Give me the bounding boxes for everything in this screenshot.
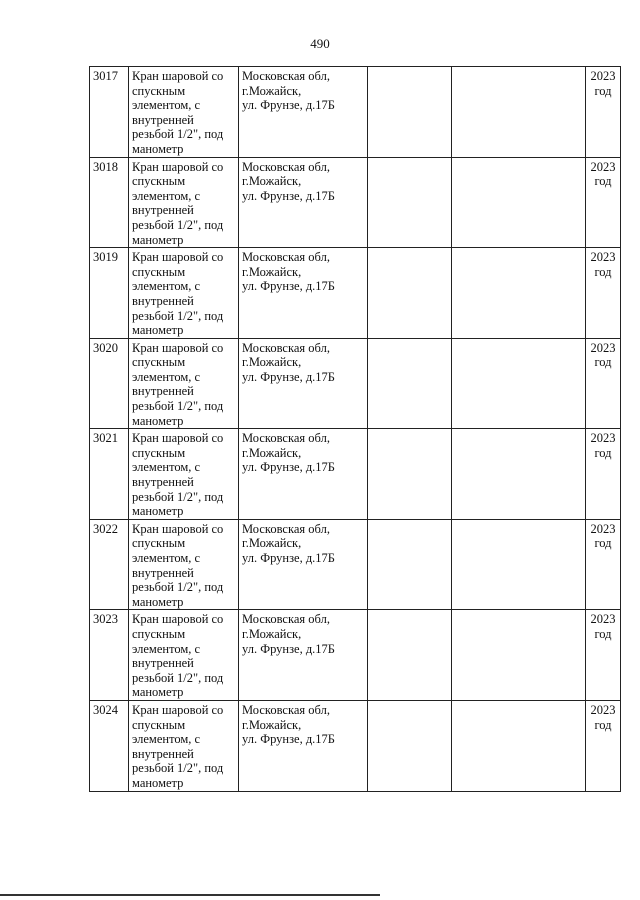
item-name-line: спускным [132, 83, 186, 98]
item-name-cell [129, 248, 239, 339]
table-row [90, 248, 621, 339]
item-name-line: спускным [132, 626, 186, 641]
item-address-line: ул. Фрунзе, д.17Б [242, 551, 335, 565]
item-address-line: г.Можайск, [242, 355, 302, 370]
item-address-line: г.Можайск, [242, 445, 302, 460]
item-name-cell [129, 519, 239, 610]
item-address-cell [239, 338, 368, 429]
empty-cell [368, 248, 452, 339]
empty-cell [368, 519, 452, 610]
item-number: 3018 [93, 159, 118, 174]
item-number-cell [90, 700, 129, 791]
empty-cell [368, 157, 452, 248]
item-name-line: внутренней [132, 746, 194, 761]
empty-cell [368, 429, 452, 520]
item-address-line: г.Можайск, [242, 264, 302, 279]
item-year-line: 2023 [590, 431, 616, 446]
item-year-line: 2023 [590, 250, 616, 265]
item-name-line: Кран шаровой со [132, 159, 224, 174]
item-year-line: 2023 [590, 521, 616, 536]
empty-cell [452, 700, 586, 791]
item-name-line: манометр [132, 141, 184, 156]
item-address-line: Московская обл, [242, 431, 330, 446]
item-address-cell [239, 157, 368, 248]
item-address-line: Московская обл, [242, 521, 330, 536]
item-name-line: Кран шаровой со [132, 250, 224, 265]
item-year-line: год [594, 264, 612, 279]
item-name-line: элементом, с [132, 369, 201, 384]
item-name-cell [129, 610, 239, 701]
table-row [90, 429, 621, 520]
item-number-cell [90, 67, 129, 158]
item-year-cell [586, 610, 621, 701]
item-address-cell [239, 519, 368, 610]
item-address-line: г.Можайск, [242, 717, 302, 732]
item-address-line: г.Можайск, [242, 536, 302, 551]
item-year-line: год [594, 717, 612, 732]
item-address-cell [239, 248, 368, 339]
item-name-line: Кран шаровой со [132, 431, 224, 446]
item-address-line: Московская обл, [242, 69, 330, 83]
item-name-line: резьбой 1/2", под [132, 761, 224, 776]
item-name-line: манометр [132, 323, 184, 338]
item-number: 3022 [93, 521, 118, 536]
table-row [90, 519, 621, 610]
item-name-line: внутренней [132, 475, 194, 490]
item-year-cell [586, 700, 621, 791]
item-name-line: элементом, с [132, 188, 201, 203]
item-name-line: резьбой 1/2", под [132, 399, 224, 414]
item-name-line: элементом, с [132, 641, 201, 656]
empty-cell [452, 67, 586, 158]
item-name-line: элементом, с [132, 98, 201, 113]
item-number-cell [90, 248, 129, 339]
item-address-line: Московская обл, [242, 702, 330, 717]
item-name-line: спускным [132, 536, 186, 551]
item-number-cell [90, 610, 129, 701]
item-name-line: спускным [132, 445, 186, 460]
item-address-cell [239, 429, 368, 520]
item-address-cell [239, 67, 368, 158]
page-number: 490 [310, 36, 330, 51]
item-name-line: Кран шаровой со [132, 340, 224, 355]
item-address-line: ул. Фрунзе, д.17Б [242, 98, 335, 113]
item-name-line: элементом, с [132, 279, 201, 294]
item-year-line: 2023 [590, 69, 616, 83]
item-name-line: Кран шаровой со [132, 521, 224, 536]
item-name-line: спускным [132, 264, 186, 279]
empty-cell [368, 67, 452, 158]
item-name-cell [129, 338, 239, 429]
item-name-line: манометр [132, 504, 184, 519]
item-address-line: г.Можайск, [242, 174, 302, 189]
item-number-cell [90, 157, 129, 248]
item-name-line: элементом, с [132, 732, 201, 747]
item-number: 3024 [93, 702, 118, 717]
item-year-line: год [594, 626, 612, 641]
item-name-line: резьбой 1/2", под [132, 580, 224, 595]
item-year-line: 2023 [590, 612, 616, 627]
item-name-line: манометр [132, 685, 184, 700]
empty-cell [452, 338, 586, 429]
item-name-line: спускным [132, 355, 186, 370]
item-name-line: внутренней [132, 203, 194, 218]
item-name-line: манометр [132, 594, 184, 609]
item-year-cell [586, 338, 621, 429]
item-address-line: ул. Фрунзе, д.17Б [242, 369, 335, 384]
item-name-line: спускным [132, 717, 186, 732]
registry-table-body [90, 67, 621, 792]
item-year-line: год [594, 536, 612, 551]
item-name-line: элементом, с [132, 460, 201, 475]
item-year-line: год [594, 355, 612, 370]
item-address-line: г.Можайск, [242, 83, 302, 98]
item-number: 3020 [93, 340, 118, 355]
table-row [90, 157, 621, 248]
empty-cell [368, 338, 452, 429]
item-address-line: г.Можайск, [242, 626, 302, 641]
item-year-line: 2023 [590, 340, 616, 355]
item-name-line: элементом, с [132, 551, 201, 565]
item-address-line: Московская обл, [242, 250, 330, 265]
item-name-cell [129, 157, 239, 248]
item-name-line: внутренней [132, 384, 194, 399]
item-number-cell [90, 519, 129, 610]
item-address-line: Московская обл, [242, 612, 330, 627]
empty-cell [452, 610, 586, 701]
item-number-cell [90, 429, 129, 520]
item-number-cell [90, 338, 129, 429]
item-year-cell [586, 519, 621, 610]
table-row [90, 67, 621, 158]
item-address-line: ул. Фрунзе, д.17Б [242, 732, 335, 747]
item-name-line: резьбой 1/2", под [132, 127, 224, 142]
item-name-line: внутренней [132, 112, 194, 127]
item-name-cell [129, 67, 239, 158]
item-address-cell [239, 610, 368, 701]
item-address-line: Московская обл, [242, 159, 330, 174]
empty-cell [452, 429, 586, 520]
item-name-line: резьбой 1/2", под [132, 489, 224, 504]
empty-cell [452, 519, 586, 610]
item-year-line: год [594, 83, 612, 98]
empty-cell [368, 700, 452, 791]
item-name-line: манометр [132, 775, 184, 790]
item-name-line: внутренней [132, 565, 194, 580]
item-address-line: ул. Фрунзе, д.17Б [242, 188, 335, 203]
item-year-cell [586, 67, 621, 158]
item-name-cell [129, 429, 239, 520]
item-year-line: 2023 [590, 702, 616, 717]
item-name-line: манометр [132, 413, 184, 428]
item-address-line: ул. Фрунзе, д.17Б [242, 460, 335, 475]
item-year-line: год [594, 174, 612, 189]
item-name-line: Кран шаровой со [132, 702, 224, 717]
empty-cell [452, 157, 586, 248]
item-year-cell [586, 248, 621, 339]
empty-cell [452, 248, 586, 339]
item-address-line: ул. Фрунзе, д.17Б [242, 279, 335, 294]
item-year-cell [586, 157, 621, 248]
empty-cell [368, 610, 452, 701]
item-number: 3023 [93, 612, 118, 627]
item-name-line: спускным [132, 174, 186, 189]
item-year-line: год [594, 445, 612, 460]
table-row [90, 338, 621, 429]
item-name-line: резьбой 1/2", под [132, 217, 224, 232]
table-row [90, 700, 621, 791]
item-number: 3017 [93, 69, 118, 83]
item-name-line: Кран шаровой со [132, 69, 224, 83]
item-address-cell [239, 700, 368, 791]
registry-table [89, 66, 621, 792]
item-address-line: ул. Фрунзе, д.17Б [242, 641, 335, 656]
item-name-line: резьбой 1/2", под [132, 308, 224, 323]
item-year-line: 2023 [590, 159, 616, 174]
item-number: 3021 [93, 431, 118, 446]
item-name-line: внутренней [132, 293, 194, 308]
item-year-cell [586, 429, 621, 520]
item-address-line: Московская обл, [242, 340, 330, 355]
item-name-line: внутренней [132, 656, 194, 671]
table-row [90, 610, 621, 701]
item-name-cell [129, 700, 239, 791]
footer-rule [0, 894, 380, 896]
item-name-line: резьбой 1/2", под [132, 670, 224, 685]
item-name-line: манометр [132, 232, 184, 247]
item-number: 3019 [93, 250, 118, 265]
item-name-line: Кран шаровой со [132, 612, 224, 627]
